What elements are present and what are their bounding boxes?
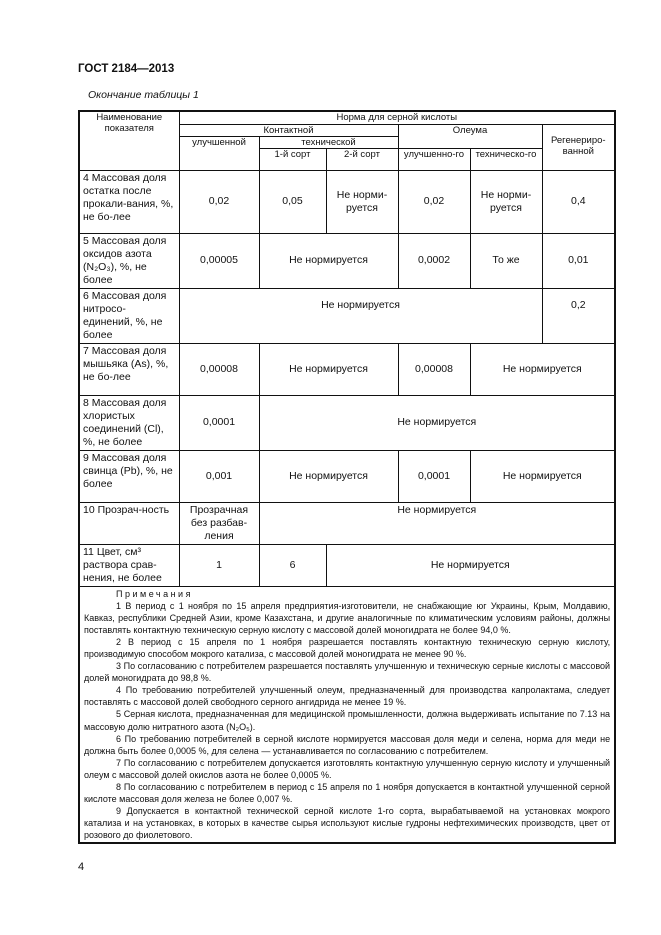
cell: 0,4 — [542, 170, 615, 233]
cell: Прозрачная без разбав-ления — [179, 502, 259, 544]
cell: Не нормируется — [259, 343, 398, 395]
cell: 0,05 — [259, 170, 326, 233]
table-row — [79, 450, 615, 502]
cell: 0,00008 — [398, 343, 470, 395]
table-row — [79, 233, 615, 288]
cell: Не нормируется — [259, 502, 615, 544]
cell: 1 — [179, 544, 259, 586]
row-label: 5 Массовая доля оксидов азота (N₂O₃), %, не более — [79, 233, 179, 288]
header-name: Наименование показателя — [79, 111, 179, 170]
header-grade1: 1-й сорт — [259, 148, 326, 170]
specification-table — [78, 110, 616, 844]
header-norm: Норма для серной кислоты — [179, 111, 615, 124]
cell: Не нормируется — [470, 450, 615, 502]
table-row — [79, 343, 615, 395]
note: 6 По требованию потребителей в серной кислоте нормируется массовая доля меди и селена, норма для меди не должна быть более 0,0005 %, для селена — устанавливается по согласованию с потребителем. — [84, 733, 611, 756]
header-technical: технической — [259, 136, 398, 148]
row-label: 10 Прозрач-ность — [79, 502, 179, 544]
cell: 0,001 — [179, 450, 259, 502]
cell: 0,01 — [542, 233, 615, 288]
cell: 0,00005 — [179, 233, 259, 288]
standard-header: ГОСТ 2184—2013 — [78, 63, 175, 75]
note: 2 В период с 15 апреля по 1 ноября разрешается поставлять контактную техническую серную кислоту, производимую способом мокрого катализа, с массовой долей моногидрата не менее 90 %. — [84, 636, 611, 659]
header-improved: улучшенной — [179, 136, 259, 170]
row-label: 11 Цвет, см³ раствора срав-нения, не более — [79, 544, 179, 586]
row-label: 4 Массовая доля остатка после прокали-вания, %, не бо-лее — [79, 170, 179, 233]
note: 1 В период с 1 ноября по 15 апреля предприятия-изготовители, не снабжающие юг Украины, Крым, Молдавию, Кавказ, республики Средней Азии, кроме Казахстана, и другие аналогичные по климатическим условиям районы, должны поставлять контактную техническую серную кислоту с массовой долей моногидрата не более 94,0 %. — [84, 600, 611, 635]
header-oleum-improved: улучшенно-го — [398, 148, 470, 170]
cell: Не нормируется — [259, 395, 615, 450]
notes — [79, 586, 615, 843]
row-label: 6 Массовая доля нитросо-единений, %, не более — [79, 288, 179, 343]
notes-title: Примечания — [116, 588, 193, 599]
cell: То же — [470, 233, 542, 288]
header-regen: Регенериро-ванной — [542, 124, 615, 170]
row-label: 7 Массовая доля мышьяка (As), %, не бо-лее — [79, 343, 179, 395]
notes-row — [79, 586, 615, 843]
header-oleum: Олеума — [398, 124, 542, 148]
table-caption: Окончание таблицы 1 — [88, 89, 199, 101]
cell: 0,0001 — [398, 450, 470, 502]
table-row — [79, 395, 615, 450]
cell: Не нормируется — [326, 544, 615, 586]
header-oleum-technical: техническо-го — [470, 148, 542, 170]
cell: 6 — [259, 544, 326, 586]
table-row — [79, 544, 615, 586]
note: 7 По согласованию с потребителем допускается изготовлять контактную улучшенную серную кислоту и улучшенный олеум с массовой долей окислов азота не более 0,0005 %. — [84, 757, 611, 780]
cell: Не норми-руется — [326, 170, 398, 233]
page-number: 4 — [78, 861, 85, 873]
cell: 0,0001 — [179, 395, 259, 450]
note: 9 Допускается в контактной технической серной кислоте 1-го сорта, вырабатываемой на установках мокрого катализа и на установках, в которых в качестве сырья используют кислые гудроны нефтехимических производств, цвет от розового до фиолетового. — [84, 806, 611, 841]
table-row — [79, 288, 615, 343]
cell: Не нормируется — [470, 343, 615, 395]
cell: Не нормируется — [179, 288, 542, 343]
note: 3 По согласованию с потребителем разрешается поставлять улучшенную и техническую серные кислоты с массовой долей моногидрата до 98,8 %. — [84, 661, 611, 684]
cell: Не нормируется — [259, 450, 398, 502]
note: 5 Серная кислота, предназначенная для медицинской промышленности, должна выдерживать испытание по 7.13 на массовую долю нитратного азота (N₂O₅). — [84, 709, 611, 732]
cell: Не норми-руется — [470, 170, 542, 233]
cell: 0,00008 — [179, 343, 259, 395]
row-label: 9 Массовая доля свинца (Pb), %, не более — [79, 450, 179, 502]
cell: 0,2 — [542, 288, 615, 343]
cell: 0,02 — [398, 170, 470, 233]
cell: 0,0002 — [398, 233, 470, 288]
note: 4 По требованию потребителей улучшенный олеум, предназначенный для производства капролактама, следует поставлять с массовой долей свободного серного ангидрида не менее 19 %. — [84, 685, 611, 708]
row-label: 8 Массовая доля хлористых соединений (Cl), %, не более — [79, 395, 179, 450]
table-row — [79, 170, 615, 233]
header-contact: Контактной — [179, 124, 398, 136]
table-row — [79, 502, 615, 544]
header-grade2: 2-й сорт — [326, 148, 398, 170]
cell: 0,02 — [179, 170, 259, 233]
note: 8 По согласованию с потребителем в период с 15 апреля по 1 ноября допускается в контактной улучшенной серной кислоте массовая доля железа не более 0,007 %. — [84, 782, 611, 805]
cell: Не нормируется — [259, 233, 398, 288]
